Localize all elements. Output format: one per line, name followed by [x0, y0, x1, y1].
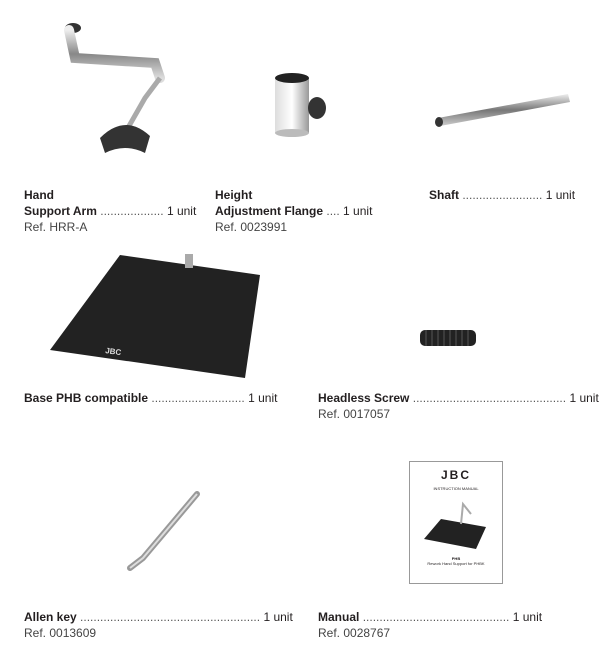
item-name: Support Arm [24, 204, 97, 218]
item-hand-support-arm [24, 187, 196, 235]
leader-dots: ............................................ [362, 610, 510, 624]
leader-dots: ........................ [462, 188, 543, 202]
item-name: Shaft [429, 188, 459, 202]
item-name-line1: Hand [24, 188, 54, 202]
item-qty: 1 unit [166, 204, 197, 218]
item-ref: Ref. HRR-A [24, 220, 88, 234]
item-ref: Ref. 0023991 [215, 220, 288, 234]
item-ref: Ref. 0013609 [24, 626, 97, 640]
item-manual [318, 609, 542, 641]
item-name: Headless Screw [318, 391, 410, 405]
leader-dots: ...................................................... [80, 610, 261, 624]
item-headless-screw [318, 390, 599, 422]
leader-dots: ................... [100, 204, 164, 218]
item-name-line1: Height [215, 188, 253, 202]
height-adjustment-flange-image [265, 70, 335, 140]
jbc-logo: JBC [104, 346, 122, 358]
item-shaft [429, 187, 575, 203]
item-base [24, 390, 277, 406]
manual-cover-image: JBC INSTRUCTION MANUAL PHB Rework Hand Support for PHBK [409, 461, 503, 584]
base-image [45, 250, 270, 380]
allen-key-image [125, 488, 205, 578]
item-name: Adjustment Flange [215, 204, 324, 218]
item-qty: 1 unit [248, 391, 278, 405]
item-height-adjustment-flange [215, 187, 372, 235]
item-name: Allen key [24, 610, 77, 624]
item-ref: Ref. 0028767 [318, 626, 391, 640]
item-qty: 1 unit [569, 391, 599, 405]
item-name: Manual [318, 610, 360, 624]
item-name: Base PHB compatible [24, 391, 149, 405]
item-qty: 1 unit [263, 610, 293, 624]
hand-support-arm-image [55, 18, 195, 163]
item-qty: 1 unit [545, 188, 576, 202]
headless-screw-image [416, 326, 480, 350]
item-qty: 1 unit [512, 610, 543, 624]
leader-dots: .............................................. [412, 391, 567, 405]
leader-dots: .... [326, 204, 340, 218]
leader-dots: ............................ [151, 391, 245, 405]
shaft-image [430, 88, 575, 133]
item-qty: 1 unit [343, 204, 373, 218]
item-allen-key [24, 609, 293, 641]
item-ref: Ref. 0017057 [318, 407, 391, 421]
